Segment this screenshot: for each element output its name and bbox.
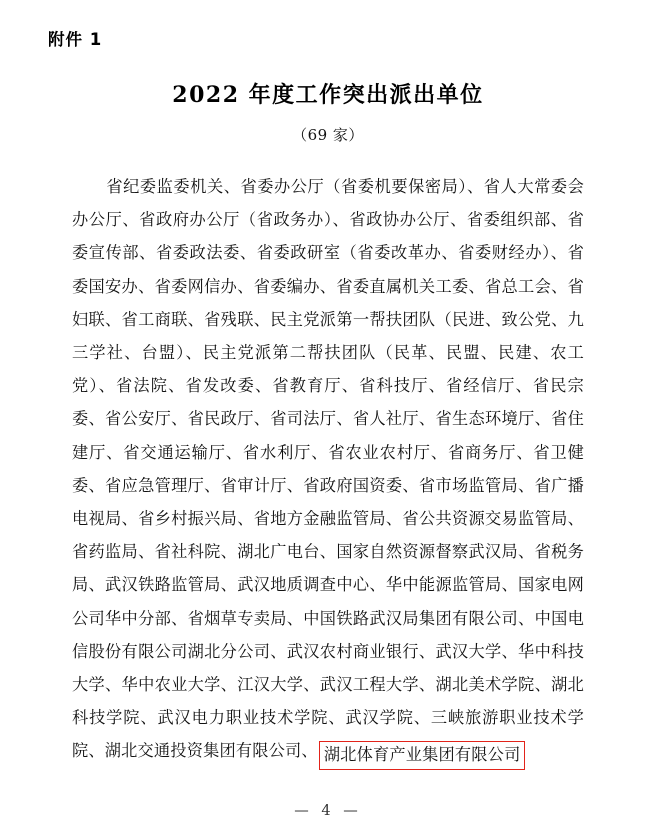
page-number: — 4 — — [294, 803, 362, 819]
attachment-label: 附件 1 — [48, 30, 103, 49]
page-subtitle: （69 家） — [292, 126, 364, 144]
document-body — [72, 170, 584, 770]
page-title: 2022 年度工作突出派出单位 — [172, 82, 484, 108]
highlighted-entity: 湖北体育产业集团有限公司 — [319, 741, 526, 770]
body-text: 省纪委监委机关、省委办公厅（省委机要保密局）、省人大常委会办公厅、省政府办公厅（省政务办）、省政协办公厅、省委组织部、省委宣传部、省委政法委、省委政研室（省委改革办、省委财经办）、省委国安办、省委网信办、省委编办、省委直属机关工委、省总工会、省妇联、省工商联、省残联、民主党派第一帮扶团队（民进、致公党、九三学社、台盟）、民主党派第二帮扶团队（民革、民盟、民建、农工党）、省法院、省发改委、省教育厅、省科技厅、省经信厅、省民宗委、省公安厅、省民政厅、省司法厅、省人社厅、省生态环境厅、省住建厅、省交通运输厅、省水利厅、省农业农村厅、省商务厅、省卫健委、省应急管理厅、省审计厅、省政府国资委、省市场监管局、省广播电视局、省乡村振兴局、省地方金融监管局、省公共资源交易监管局、省药监局、省社科院、湖北广电台、国家自然资源督察武汉局、省税务局、武汉铁路监管局、武汉地质调查中心、华中能源监管局、国家电网公司华中分部、省烟草专卖局、中国铁路武汉局集团有限公司、中国电信股份有限公司湖北分公司、武汉农村商业银行、武汉大学、华中科技大学、华中农业大学、江汉大学、武汉工程大学、湖北美术学院、湖北科技学院、武汉电力职业技术学院、武汉学院、三峡旅游职业技术学院、湖北交通投资集团有限公司、 — [72, 177, 584, 761]
